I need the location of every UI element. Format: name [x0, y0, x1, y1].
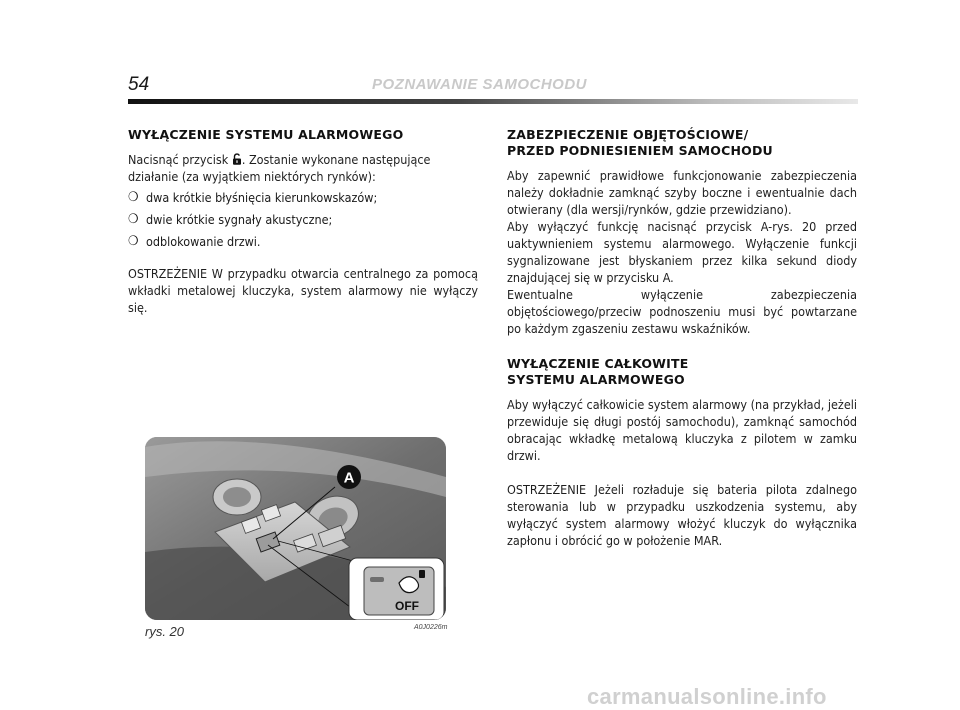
- figure-roof-console: [145, 437, 446, 620]
- list-item: ❍ dwa krótkie błyśnięcia kierunkowskazów;: [128, 190, 378, 205]
- volumetric-paragraph-2: Aby wyłączyć funkcję nacisnąć przycisk A-rys. 20 przed uaktywnieniem systemu alarmowego. Wyłączenie funkcji sygnalizowane jest błyskaniem przez kilka sekund diody znajdującej się w przycisku A.: [507, 219, 857, 285]
- page-number: 54: [128, 74, 150, 95]
- section-heading-total-off: WYŁĄCZENIE CAŁKOWITE SYSTEMU ALARMOWEGO: [507, 356, 689, 387]
- section-heading-volumetric: ZABEZPIECZENIE OBJĘTOŚCIOWE/ PRZED PODNIESIENIEM SAMOCHODU: [507, 127, 773, 158]
- volumetric-paragraph-1: Aby zapewnić prawidłowe funkcjonowanie zabezpieczenia należy dokładnie zamknąć szyby boczne i ewentualnie dach otwierany (dla wersji/rynków, gdzie przewidziano).: [507, 168, 857, 217]
- list-item: ❍ odblokowanie drzwi.: [128, 234, 261, 249]
- action-list: [128, 189, 478, 250]
- inset-off-label: OFF: [395, 599, 419, 613]
- running-title: POZNAWANIE SAMOCHODU: [372, 76, 588, 93]
- unlock-icon: [232, 153, 242, 165]
- list-item: ❍ dwie krótkie sygnały akustyczne;: [128, 212, 333, 227]
- left-column: [128, 127, 478, 316]
- header-rule: [128, 99, 858, 104]
- right-column: [507, 127, 857, 549]
- callout-label-a: A: [343, 469, 355, 487]
- section-heading-alarm-off: WYŁĄCZENIE SYSTEMU ALARMOWEGO: [128, 127, 404, 142]
- warning-paragraph: OSTRZEŻENIE W przypadku otwarcia centralnego za pomocą wkładki metalowej kluczyka, system alarmowy nie wyłączy się.: [128, 266, 478, 315]
- volumetric-paragraph-3: Ewentualne wyłączenie zabezpieczenia objętościowego/przeciw podnoszeniu musi być powtarzane po każdym zgaszeniu zestawu wskaźników.: [507, 287, 857, 336]
- figure-code: A0J0226m: [414, 624, 448, 631]
- intro-paragraph: Nacisnąć przycisk . Zostanie wykonane następujące działanie (za wyjątkiem niektórych rynków):: [128, 152, 431, 184]
- figure-caption: rys. 20: [145, 624, 185, 639]
- roof-console-illustration: [145, 437, 446, 620]
- total-off-warning: OSTRZEŻENIE Jeżeli rozładuje się bateria pilota zdalnego sterowania lub w przypadku uszkodzenia systemu, aby wyłączyć system alarmowy włożyć kluczyk do wyłącznika zapłonu i obrócić go w położenie MAR.: [507, 482, 857, 548]
- watermark: carmanualsonline.info: [587, 684, 827, 709]
- total-off-paragraph: Aby wyłączyć całkowicie system alarmowy (na przykład, jeżeli przewiduje się długi postój samochodu), zamknąć samochód obracając wkładkę metalową kluczyka z pilotem w zamku drzwi.: [507, 397, 857, 463]
